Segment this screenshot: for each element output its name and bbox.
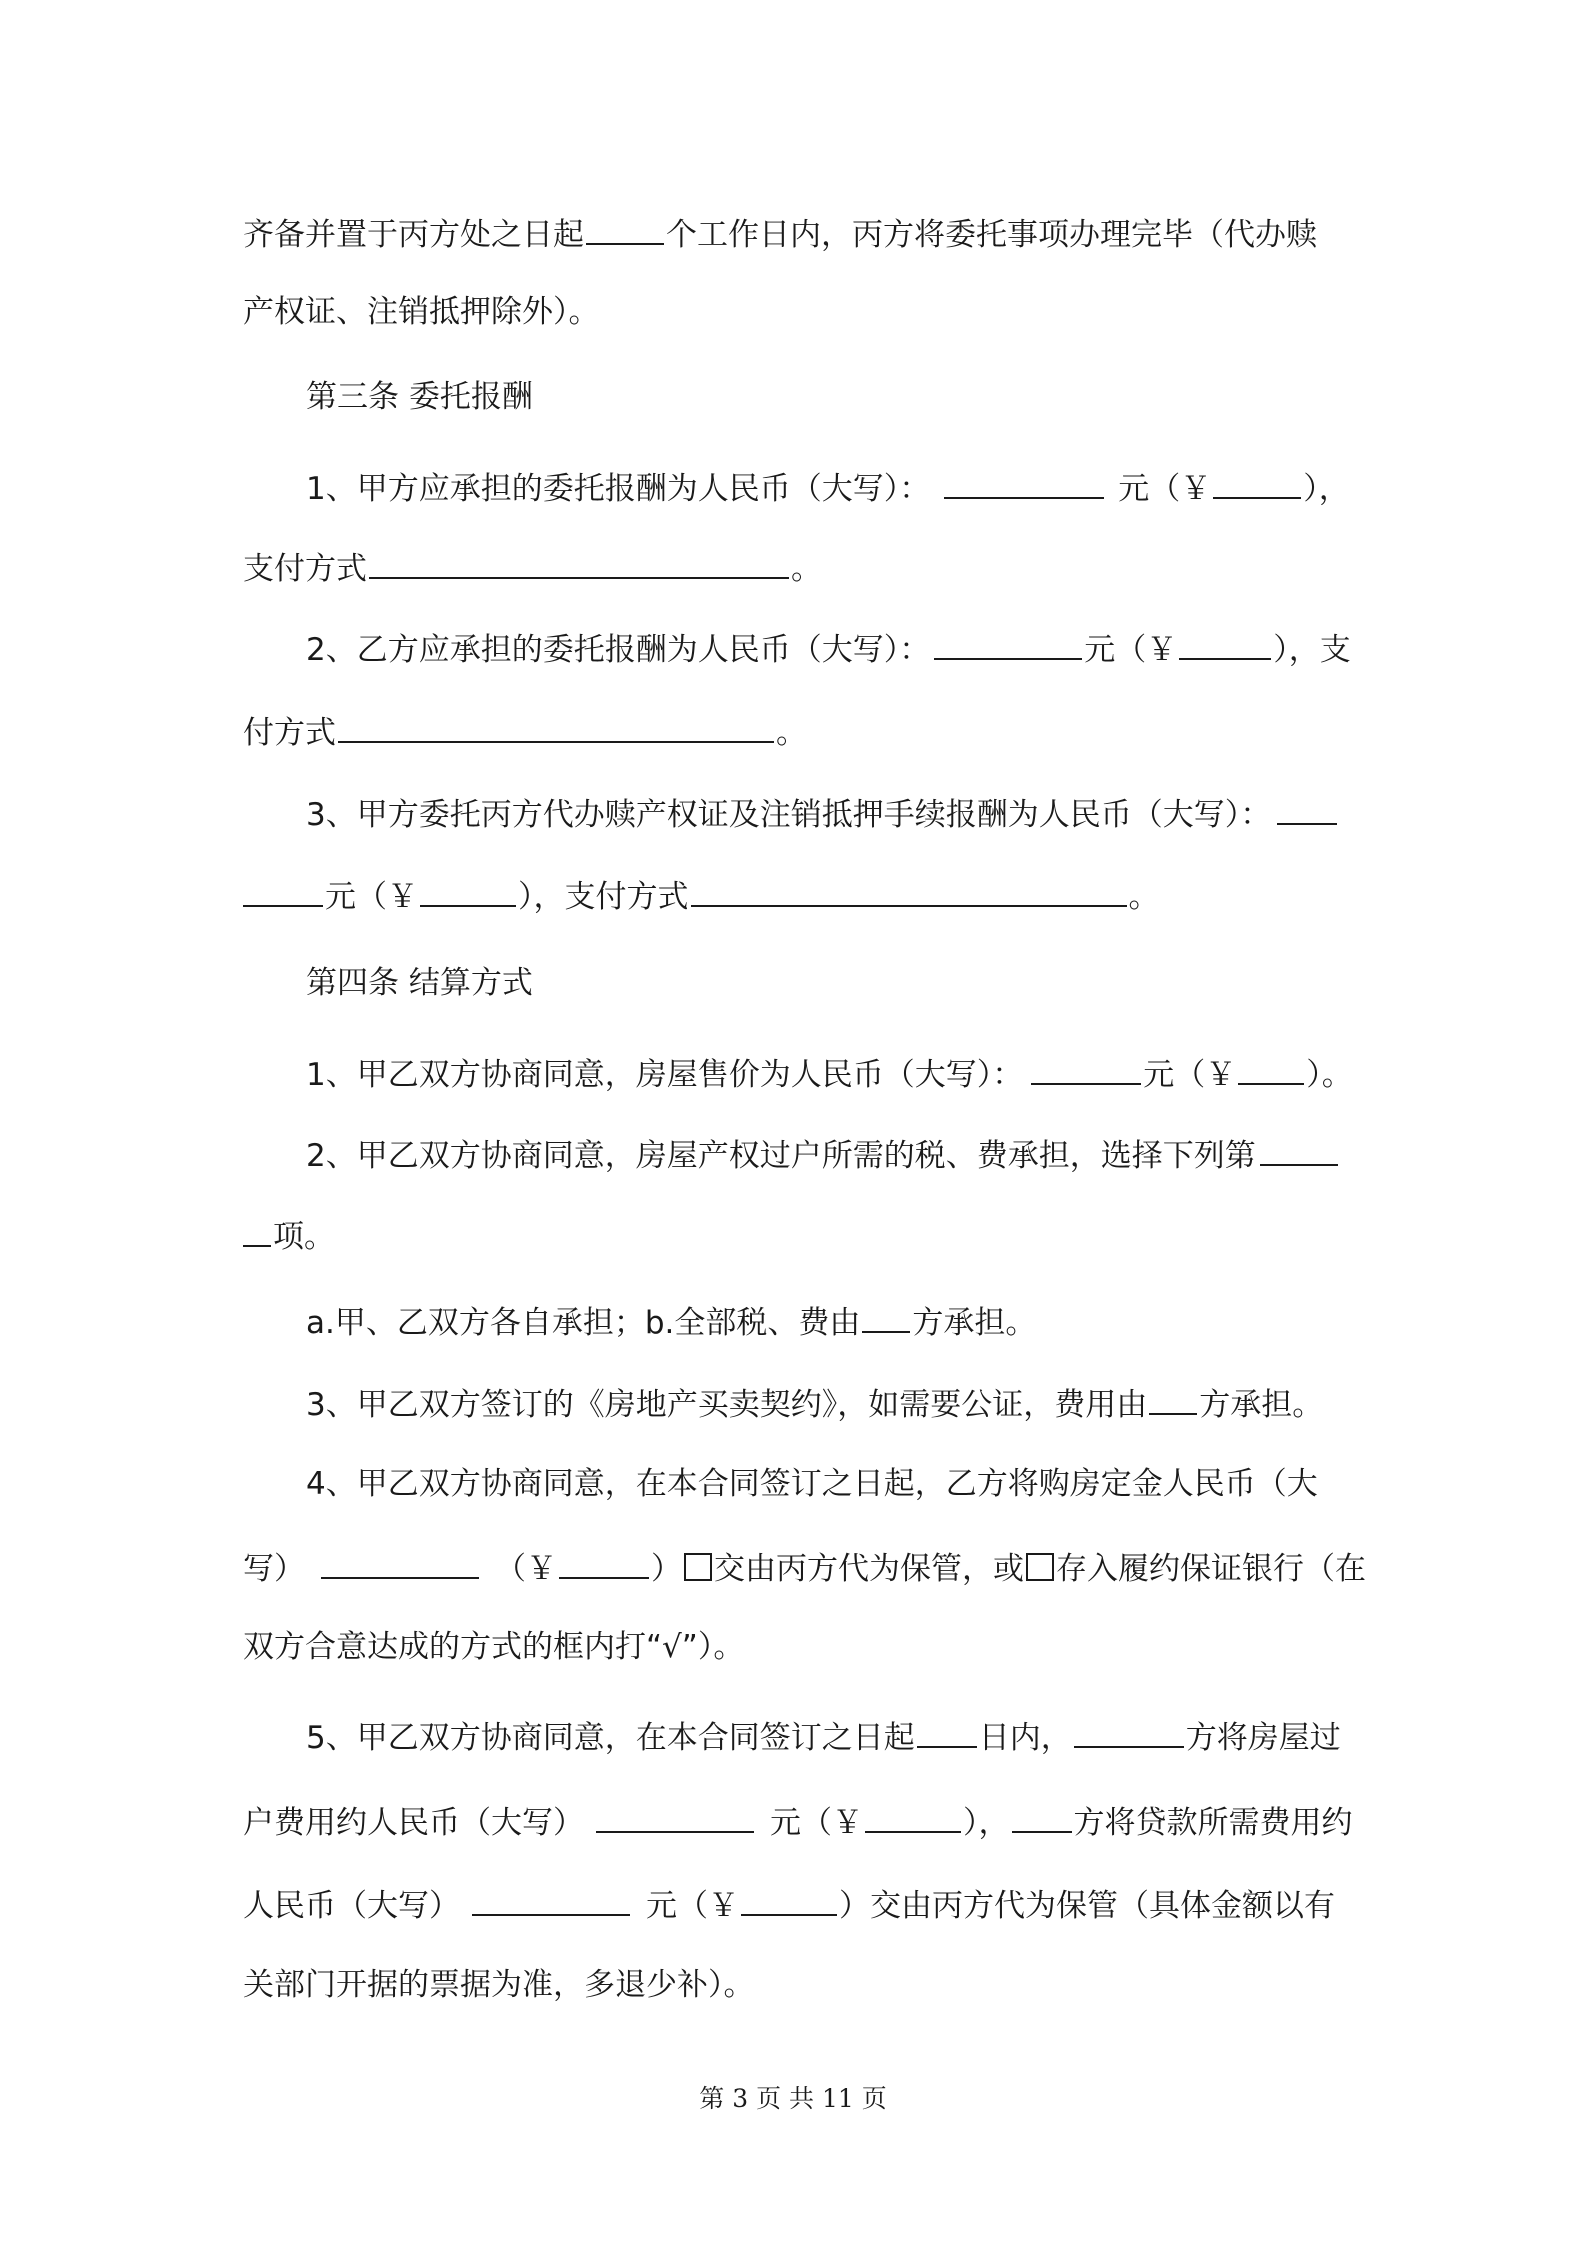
text-line: 户费用约人民币（大写） 元（￥ ）， 方将贷款所需费用约: [243, 1800, 1586, 1843]
blank-field[interactable]: [1031, 1052, 1141, 1085]
blank-field[interactable]: [1074, 1715, 1184, 1748]
blank-field[interactable]: [917, 1715, 977, 1748]
text-line: 1、甲方应承担的委托报酬为人民币（大写）： 元（￥ ），: [306, 466, 1586, 509]
text-line: a.甲、乙双方各自承担；b.全部税、费由 方承担。: [306, 1300, 1586, 1343]
text-line: 写） （￥ ） 交由丙方代为保管，或 存入履约保证银行（在: [243, 1546, 1586, 1589]
blank-field[interactable]: [944, 466, 1104, 499]
text-line: 关部门开据的票据为准，多退少补）。: [243, 1967, 755, 2003]
checkbox-custody[interactable]: [684, 1553, 712, 1581]
blank-field[interactable]: [1012, 1800, 1072, 1833]
blank-field[interactable]: [865, 1800, 961, 1833]
blank-field[interactable]: [1238, 1052, 1304, 1085]
blank-field[interactable]: [369, 546, 789, 579]
blank-field[interactable]: [1149, 1382, 1197, 1415]
blank-field[interactable]: [472, 1883, 630, 1916]
text-line: 齐备并置于丙方处之日起 个工作日内，丙方将委托事项办理完毕（代办赎: [243, 212, 1586, 255]
text-line: 3、甲方委托丙方代办赎产权证及注销抵押手续报酬为人民币（大写）：: [306, 792, 1586, 835]
blank-field[interactable]: [1260, 1133, 1338, 1166]
blank-field[interactable]: [1179, 627, 1271, 660]
checkbox-bank[interactable]: [1026, 1553, 1054, 1581]
text-line: 人民币（大写） 元（￥ ）交由丙方代为保管（具体金额以有: [243, 1883, 1586, 1926]
blank-field[interactable]: [691, 874, 1127, 907]
blank-field[interactable]: [559, 1546, 649, 1579]
page-number-footer: 第 3 页 共 11 页: [699, 2084, 887, 2113]
blank-field[interactable]: [741, 1883, 837, 1916]
text-line: 3、甲乙双方签订的《房地产买卖契约》，如需要公证，费用由 方承担。: [306, 1382, 1586, 1425]
blank-field[interactable]: [934, 627, 1082, 660]
article-title: 第三条 委托报酬: [306, 379, 533, 415]
text-line: 2、甲乙双方协商同意，房屋产权过户所需的税、费承担，选择下列第: [306, 1133, 1586, 1176]
text-line: 5、甲乙双方协商同意，在本合同签订之日起 日内， 方将房屋过: [306, 1715, 1586, 1758]
blank-field[interactable]: [586, 212, 664, 245]
text-line: 项。: [243, 1214, 1586, 1257]
blank-field[interactable]: [862, 1300, 910, 1333]
blank-field[interactable]: [1277, 792, 1337, 825]
text-line: 2、乙方应承担的委托报酬为人民币（大写）： 元（￥ ），支: [306, 627, 1586, 670]
blank-field[interactable]: [243, 1214, 271, 1247]
blank-field[interactable]: [1213, 466, 1301, 499]
text-line: 支付方式 。: [243, 546, 1586, 589]
blank-field[interactable]: [420, 874, 516, 907]
article-title: 第四条 结算方式: [306, 965, 533, 1001]
blank-field[interactable]: [338, 710, 774, 743]
text-line: 元（￥ ），支付方式 。: [243, 874, 1586, 917]
blank-field[interactable]: [321, 1546, 479, 1579]
text-line: 1、甲乙双方协商同意，房屋售价为人民币（大写）： 元（￥ ）。: [306, 1052, 1586, 1095]
text-line: 产权证、注销抵押除外）。: [243, 294, 600, 330]
text-line: 4、甲乙双方协商同意，在本合同签订之日起，乙方将购房定金人民币（大: [306, 1466, 1318, 1502]
text-line: 双方合意达成的方式的框内打“√”）。: [243, 1629, 745, 1665]
text-line: 付方式 。: [243, 710, 1586, 753]
blank-field[interactable]: [243, 874, 323, 907]
blank-field[interactable]: [596, 1800, 754, 1833]
